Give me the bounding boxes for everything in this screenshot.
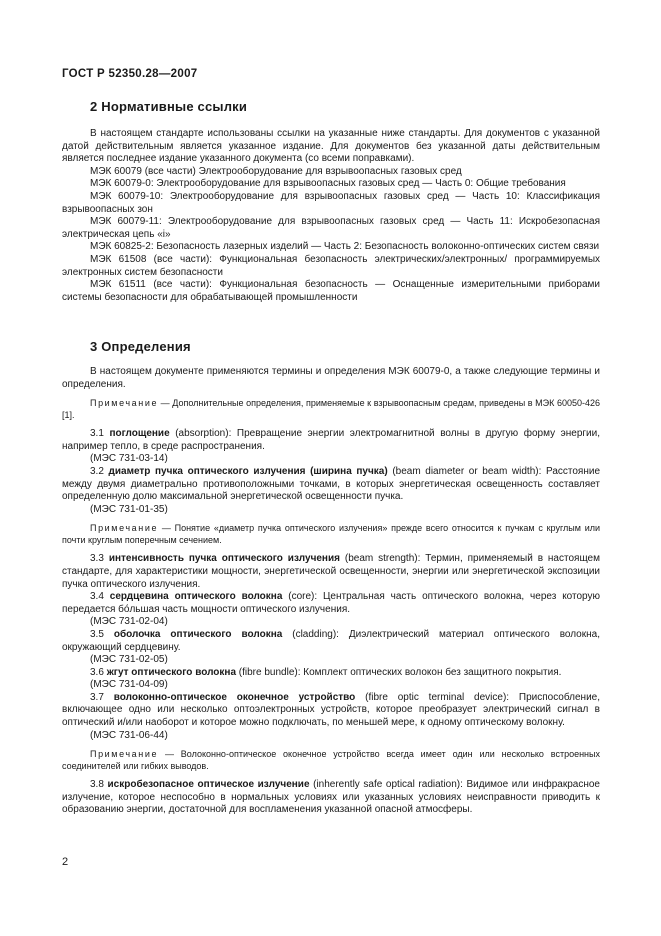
note-label: Примечание	[90, 398, 159, 409]
term-3-3: 3.3 интенсивность пучка оптического излучения (beam strength): Термин, применяемый в настоящем стандарте, для характеристики мощности, энергетической освещенности, энергии или энергетической экспозиции пучка оптического излучения.	[62, 553, 600, 590]
reference-item: МЭК 60079-10: Электрооборудование для взрывоопасных газовых сред — Часть 10: Классификация взрывоопасных зон	[62, 190, 600, 215]
section-2-title: 2 Нормативные ссылки	[90, 99, 248, 114]
term-3-7: 3.7 волоконно-оптическое оконечное устройство (fibre optic terminal device): Приспособление, включающее одно или несколько оптоэлектронных устройств, которое преобразует электрический сигнал в оптический и/или наоборот и которое можно подключать, по меньшей мере, к одному оптическому волокну.	[62, 691, 600, 729]
reference-item: МЭК 60079-0: Электрооборудование для взрывоопасных газовых сред — Часть 0: Общие требования	[90, 178, 566, 190]
section-3-intro: В настоящем документе применяются термины и определения МЭК 60079-0, а также следующие термины и определения.	[62, 366, 600, 390]
reference-item: МЭК 61511 (все части): Функциональная безопасность — Оснащенные измерительными приборами системы безопасности для обрабатывающей промышленности	[62, 279, 600, 303]
term-name: волоконно-оптическое оконечное устройство	[113, 691, 356, 703]
page-number: 2	[62, 856, 69, 868]
term-3-6: 3.6 жгут оптического волокна (fibre bundle): Комплект оптических волокон без защитного покрытия.	[90, 666, 562, 678]
reference-item: МЭК 60825-2: Безопасность лазерных изделий — Часть 2: Безопасность волоконно-оптических систем связи	[90, 241, 600, 253]
term-source: (МЭС 731-06-44)	[90, 729, 168, 741]
section-2-body	[62, 128, 600, 304]
section-3-body	[62, 366, 600, 817]
section-2-intro: В настоящем стандарте использованы ссылки на указанные ниже стандарты. Для документов с указанной датой действительным является указанное издание. Для документов без указанной даты действительным является последнее издание указанного документа (со всеми поправками).	[62, 128, 600, 165]
term-3-5: 3.5 оболочка оптического волокна (cladding): Диэлектрический материал оптического волокна, окружающий сердцевину.	[62, 628, 600, 653]
term-3-1: 3.1 поглощение (absorption): Превращение энергии электромагнитной волны в другую форму энергии, например тепло, в среде распространения.	[62, 428, 600, 452]
reference-item: МЭК 61508 (все части): Функциональная безопасность электрических/электронных/ программируемых электронных систем безопасности	[62, 253, 600, 278]
term-source: (МЭС 731-02-05)	[90, 654, 168, 666]
term-name: искробезопасное оптическое излучение	[107, 779, 310, 791]
note-label: Примечание	[90, 523, 159, 534]
term-3-4: 3.4 сердцевина оптического волокна (core): Центральная часть оптического волокна, через которую передается бо́льшая часть мощности оптического излучения.	[62, 591, 600, 615]
term-3-8: 3.8 искробезопасное оптическое излучение (inherently safe optical radiation): Видимое или инфракрасное излучение, которое неспособно в нормальных условиях или указанных условиях неисправности приводить к образованию энергии, достаточной для воспламенения указанной опасной атмосферы.	[62, 779, 600, 816]
note-label: Примечание	[90, 749, 159, 760]
term-source: (МЭС 731-03-14)	[90, 453, 168, 465]
section-3-title: 3 Определения	[90, 339, 191, 354]
term-source: (МЭС 731-02-04)	[90, 616, 168, 628]
reference-item: МЭК 60079 (все части) Электрооборудование для взрывоопасных газовых сред	[90, 165, 462, 177]
term-name: оболочка оптического волокна	[113, 628, 283, 640]
term-name: интенсивность пучка оптического излучения	[108, 553, 340, 565]
term-name: поглощение	[109, 428, 170, 440]
term-name: жгут оптического волокна	[106, 666, 237, 678]
note-3: Примечание — Волоконно-оптическое оконечное устройство всегда имеет один или несколько встроенных соединителей или гибких выводов.	[62, 749, 600, 771]
note-1: Примечание — Дополнительные определения, применяемые к взрывоопасным средам, приведены в МЭК 60050-426 [1].	[62, 398, 600, 420]
term-source: (МЭС 731-04-09)	[90, 679, 168, 691]
term-source: (МЭС 731-01-35)	[90, 503, 168, 515]
document-header: ГОСТ Р 52350.28—2007	[62, 68, 198, 80]
term-3-2: 3.2 диаметр пучка оптического излучения (ширина пучка) (beam diameter or beam width): Расстояние между двумя диаметрально противоположными точками, в которых энергетическая освещенность составляет определенную долю максимальной энергетической освещенности пучка.	[62, 465, 601, 503]
term-name: диаметр пучка оптического излучения (ширина пучка)	[108, 465, 388, 477]
note-2: Примечание — Понятие «диаметр пучка оптического излучения» прежде всего относится к пучкам с круглым или почти круглым поперечным сечением.	[62, 523, 600, 545]
term-name: сердцевина оптического волокна	[109, 591, 283, 603]
reference-item: МЭК 60079-11: Электрооборудование для взрывоопасных газовых сред — Часть 11: Искробезопасная электрическая цепь «i»	[62, 216, 600, 240]
